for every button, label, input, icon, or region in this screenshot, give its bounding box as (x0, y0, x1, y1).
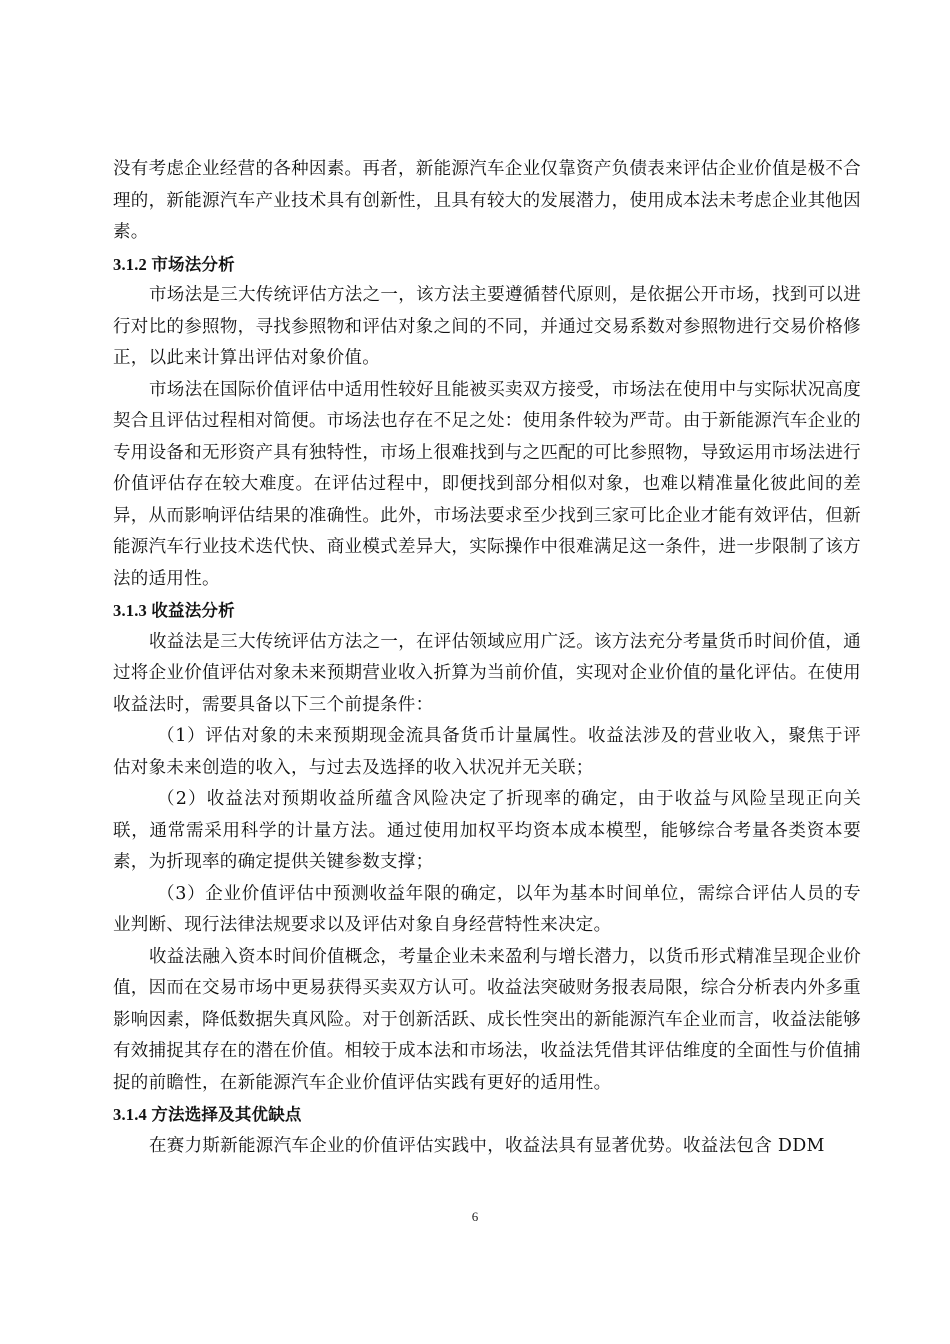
page-number: 6 (471, 1209, 479, 1224)
section-heading-market-method: 3.1.2 市场法分析 (113, 254, 235, 274)
paragraph-market-method-pros-cons: 市场法在国际价值评估中适用性较好且能被买卖双方接受，市场法在使用中与实际状况高度契合且评估过程相对简便。市场法也存在不足之处：使用条件较为严苛。由于新能源汽车企业的专用设备和无形资产具有独特性，市场上很难找到与之匹配的可比参照物，导致运用市场法进行价值评估存在较大难度。在评估过程中，即便找到部分相似对象，也难以精准量化彼此间的差异，从而影响评估结果的准确性。此外，市场法要求至少找到三家可比企业才能有效评估，但新能源汽车行业技术迭代快、商业模式差异大，实际操作中很难满足这一条件，进一步限制了该方法的适用性。 (113, 379, 861, 589)
document-body (113, 154, 861, 1162)
list-item-condition-1: （1）评估对象的未来预期现金流具备货币计量属性。收益法涉及的营业收入，聚焦于评估对象未来创造的收入，与过去及选择的收入状况并无关联； (113, 726, 861, 778)
section-heading-income-method: 3.1.3 收益法分析 (113, 601, 235, 620)
paragraph-market-method-intro: 市场法是三大传统评估方法之一，该方法主要遵循替代原则，是依据公开市场，找到可以进行对比的参照物，寻找参照物和评估对象之间的不同，并通过交易系数对参照物进行交易价格修正，以此来计算出评估对象价值。 (113, 285, 861, 368)
paragraph-continuation: 没有考虑企业经营的各种因素。再者，新能源汽车企业仅靠资产负债表来评估企业价值是极不合理的，新能源汽车产业技术具有创新性，且具有较大的发展潜力，使用成本法未考虑企业其他因素。 (113, 159, 861, 242)
list-item-condition-2: （2）收益法对预期收益所蕴含风险决定了折现率的确定，由于收益与风险呈现正向关联，通常需采用科学的计量方法。通过使用加权平均资本成本模型，能够综合考量各类资本要素，为折现率的确定提供关键参数支撑； (113, 789, 861, 872)
paragraph-method-selection: 在赛力斯新能源汽车企业的价值评估实践中，收益法具有显著优势。收益法包含 DDM (149, 1135, 825, 1156)
paragraph-income-method-advantages: 收益法融入资本时间价值概念，考量企业未来盈利与增长潜力，以货币形式精准呈现企业价值，因而在交易市场中更易获得买卖双方认可。收益法突破财务报表局限，综合分析表内外多重影响因素，降低数据失真风险。对于创新活跃、成长性突出的新能源汽车企业而言，收益法能够有效捕捉其存在的潜在价值。相较于成本法和市场法，收益法凭借其评估维度的全面性与价值捕捉的前瞻性，在新能源汽车企业价值评估实践有更好的适用性。 (113, 946, 861, 1093)
list-item-condition-3: （3）企业价值评估中预测收益年限的确定，以年为基本时间单位，需综合评估人员的专业判断、现行法律法规要求以及评估对象自身经营特性来决定。 (113, 883, 861, 935)
section-heading-method-selection: 3.1.4 方法选择及其优缺点 (113, 1105, 302, 1124)
paragraph-income-method-intro: 收益法是三大传统评估方法之一，在评估领域应用广泛。该方法充分考量货币时间价值，通过将企业价值评估对象未来预期营业收入折算为当前价值，实现对企业价值的量化评估。在使用收益法时，需要具备以下三个前提条件： (113, 631, 861, 715)
